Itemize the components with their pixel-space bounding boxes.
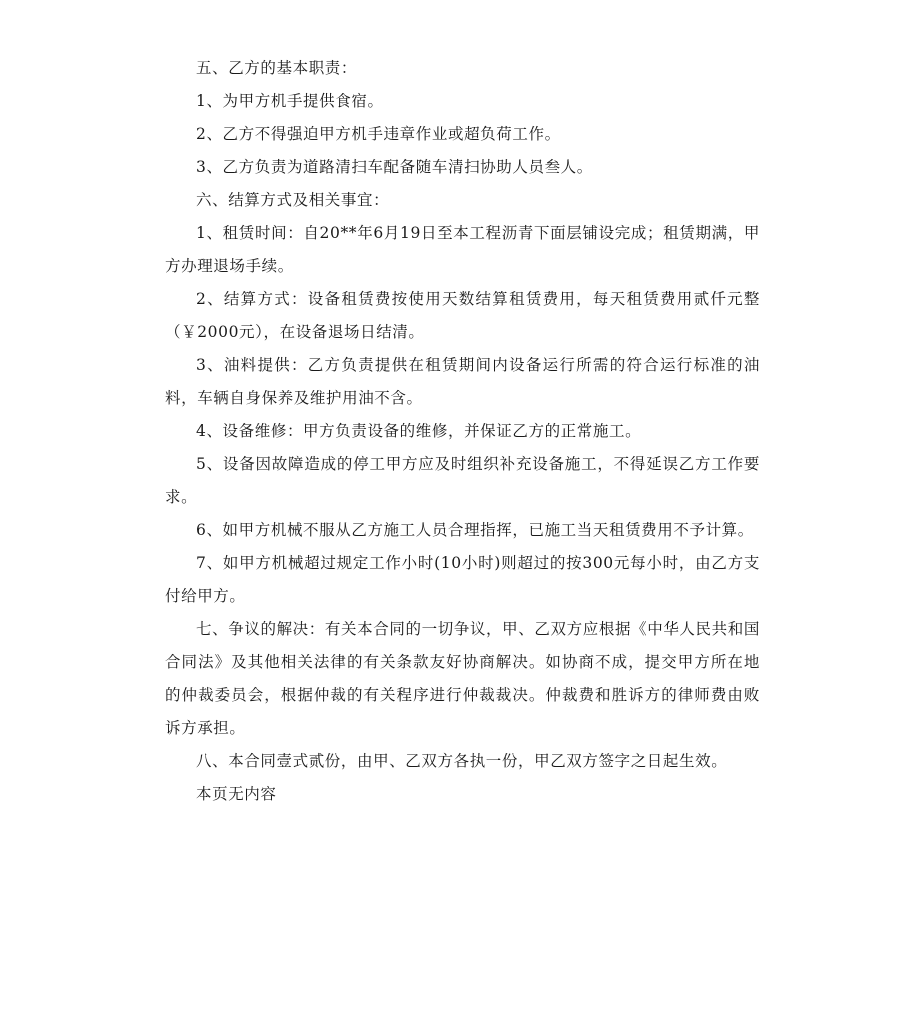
clause-6-4: 4、设备维修：甲方负责设备的维修，并保证乙方的正常施工。 xyxy=(196,422,642,440)
clause-6-2: 2、结算方式：设备租赁费按使用天数结算租赁费用，每天租赁费用贰仟元整（￥2000元），在设备退场日结清。 xyxy=(165,290,760,341)
section-8-copies: 八、本合同壹式贰份，由甲、乙双方各执一份，甲乙双方签字之日起生效。 xyxy=(196,752,728,770)
section-6-heading: 六、结算方式及相关事宜： xyxy=(196,191,390,209)
clause-6-7: 7、如甲方机械超过规定工作小时(10小时)则超过的按300元每小时，由乙方支付给甲方。 xyxy=(165,554,760,605)
clause-6-5: 5、设备因故障造成的停工甲方应及时组织补充设备施工，不得延误乙方工作要求。 xyxy=(165,455,760,506)
clause-6-1: 1、租赁时间：自20**年6月19日至本工程沥青下面层铺设完成；租赁期满，甲方办理退场手续。 xyxy=(165,224,760,275)
clause-6-3: 3、油料提供：乙方负责提供在租赁期间内设备运行所需的符合运行标准的油料，车辆自身保养及维护用油不含。 xyxy=(165,356,760,407)
clause-6-6: 6、如甲方机械不服从乙方施工人员合理指挥，已施工当天租赁费用不予计算。 xyxy=(196,521,754,539)
clause-5-1: 1、为甲方机手提供食宿。 xyxy=(196,92,384,110)
clause-5-2: 2、乙方不得强迫甲方机手违章作业或超负荷工作。 xyxy=(196,125,561,143)
section-5-heading: 五、乙方的基本职责： xyxy=(196,59,358,77)
page-note: 本页无内容 xyxy=(196,785,277,803)
clause-5-3: 3、乙方负责为道路清扫车配备随车清扫协助人员叁人。 xyxy=(196,158,593,176)
section-7-dispute: 七、争议的解决：有关本合同的一切争议，甲、乙双方应根据《中华人民共和国合同法》及其他相关法律的有关条款友好协商解决。如协商不成，提交甲方所在地的仲裁委员会，根据仲裁的有关程序进行仲裁裁决。仲裁费和胜诉方的律师费由败诉方承担。 xyxy=(165,620,760,737)
